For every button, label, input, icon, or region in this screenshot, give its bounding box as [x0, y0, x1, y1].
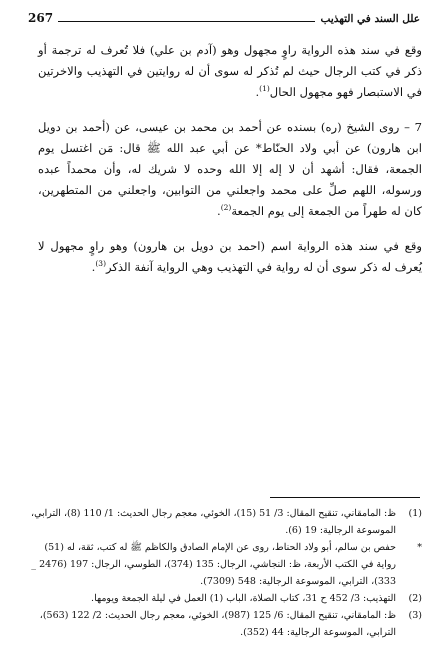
footnote-text: ظ: المامقاني، تنقيح المقال: 3/ 51 (15)، الخوئي، معجم رجال الحديث: 1/ 110 (8)، الترابي، الموسوعة الرجالية: 19 (6).	[31, 508, 396, 536]
paragraph-1-text: وقع في سند هذه الرواية راوٍ مجهول وهو (آدم بن علي) فلا تُعرف له ترجمة أو ذكر في كتب الرجال حيث لم تُذكر له سوى أن له روايتين في التهذيب والاخرتين في الاستبصار فهو مجهول الحال	[38, 43, 422, 99]
footnote-2	[30, 590, 422, 607]
header-rule	[58, 21, 315, 22]
footnote-text: التهذيب: 3/ 452 ح 31، كتاب الصلاة، الباب (1) العمل في ليلة الجمعة ويومها.	[91, 593, 396, 604]
footnote-star	[30, 539, 422, 590]
paragraph-1: وقع في سند هذه الرواية راوٍ مجهول وهو (آدم بن علي) فلا تُعرف له ترجمة أو ذكر في كتب الرجال حيث لم تُذكر له سوى أن له روايتين في التهذيب والاخرتين في الاستبصار فهو مجهول الحال$^{(1)}$.	[38, 43, 422, 99]
paragraph-3: وقع في سند هذه الرواية اسم (احمد بن دويل بن هارون) وهو راوٍ مجهول لا يُعرف له ذكر سوى أن له رواية في التهذيب وهي الرواية آنفة الذكر$^{(3)}$.	[38, 239, 422, 274]
main-text	[38, 40, 422, 292]
paragraph-2: 7 – روى الشيخ (ره) بسنده عن أحمد بن محمد بن عيسى، عن (أحمد بن دويل ابن هارون) عن أبي ولاد الحنّاط* عن أبي عبد الله ﷺ قال: مَن اغتسل يوم الجمعة، فقال: أشهد أن لا إله إلا الله وحده لا شريك له، وأن محمداً عبده ورسوله، اللهم صلِّ على محمد واجعلني من التوابين، واجعلني من المتطهرين، كان له طهراً من الجمعة إلى يوم الجمعة$^{(2)}$.	[38, 120, 422, 218]
footnote-ref-2: (2)	[220, 203, 232, 213]
footnote-marker: (3)	[408, 610, 422, 621]
footnote-marker: *	[417, 542, 422, 553]
footnote-1	[30, 505, 422, 539]
paragraph-2-text: 7 – روى الشيخ (ره) بسنده عن أحمد بن محمد بن عيسى، عن (أحمد بن دويل ابن هارون) عن أبي ولاد الحنّاط* عن أبي عبد الله ﷺ قال: مَن اغتسل يوم الجمعة، فقال: أشهد أن لا إله إلا الله وحده لا شريك له، وأن محمداً عبده ورسوله، اللهم صلِّ على محمد واجعلني من التوابين، واجعلني من المتطهرين، كان له طهراً من الجمعة إلى يوم الجمعة	[38, 120, 422, 218]
footnote-ref-3: (3)	[95, 259, 107, 269]
page-header	[28, 10, 420, 32]
footnote-marker: (2)	[408, 593, 422, 604]
running-title: علل السند في التهذيب	[320, 13, 420, 25]
footnotes	[30, 505, 422, 641]
footnote-3	[30, 607, 422, 641]
footnote-marker: (1)	[408, 508, 422, 519]
page-number: 267	[28, 11, 54, 25]
paragraph-3-text: وقع في سند هذه الرواية اسم (احمد بن دويل بن هارون) وهو راوٍ مجهول لا يُعرف له ذكر سوى أن له رواية في التهذيب وهي الرواية آنفة الذكر	[38, 239, 422, 274]
footnote-text: حفص بن سالم، أبو ولاد الحناط، روى عن الإمام الصادق والكاظم ﷺ له كتب، ثقة، له (51) رواية في الكتب الأربعة، ظ: النجاشي، الرجال: 135 (374)، الطوسي، الرجال: 197 (2476 _ 333)، الترابي، الموسوعة الرجالية: 548 (7309).	[31, 542, 396, 587]
footnote-text: ظ: المامقاني، تنقيح المقال: 6/ 125 (987)، الخوئي، معجم رجال الحديث: 2/ 122 (563)، الترابي، الموسوعة الرجالية: 44 (352).	[39, 610, 396, 638]
footnote-ref-1: (1)	[259, 84, 270, 94]
footnote-separator	[270, 497, 420, 498]
